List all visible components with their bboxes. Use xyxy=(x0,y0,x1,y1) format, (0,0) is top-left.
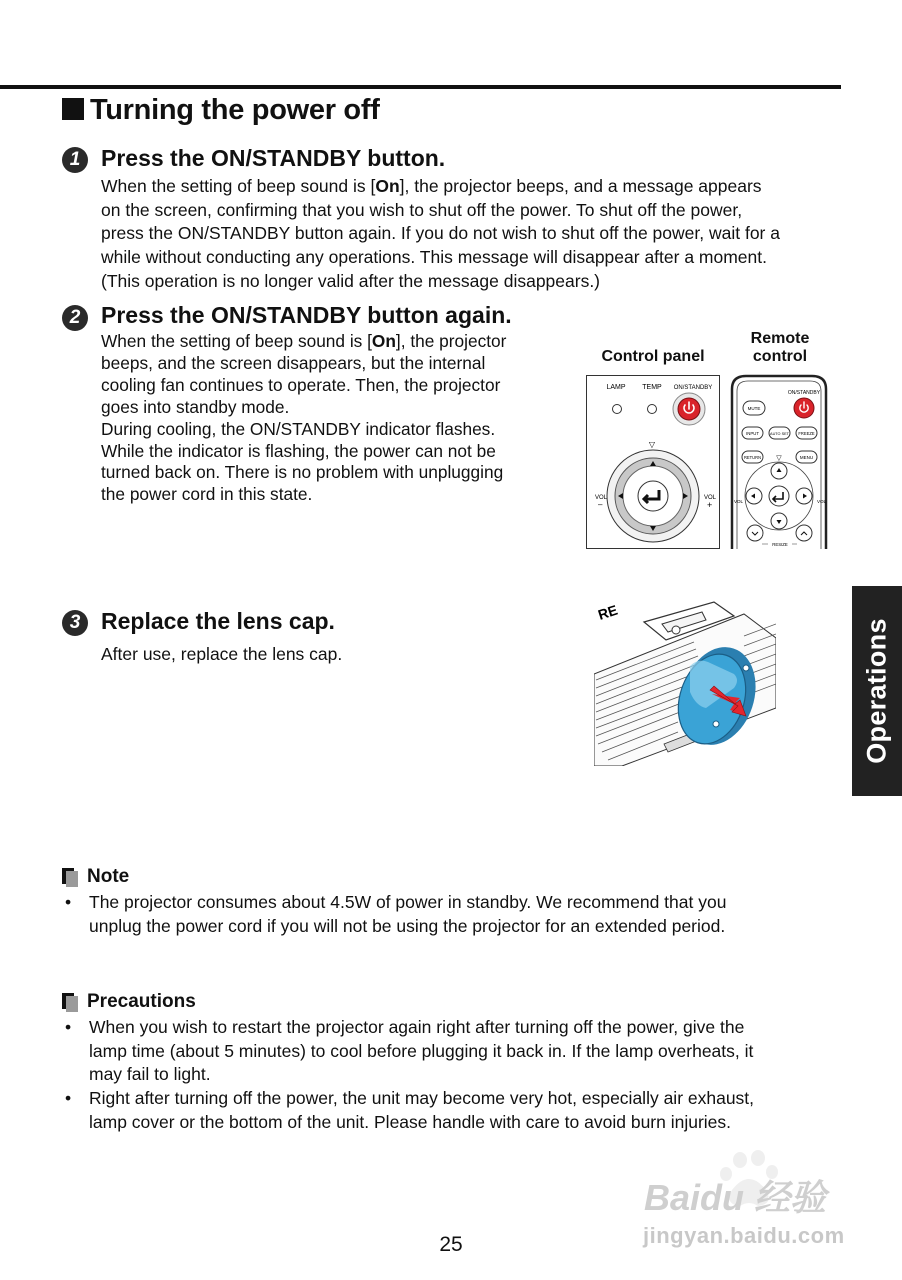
plus-label: + xyxy=(707,500,713,510)
remote-keystone-icon: ▽ xyxy=(776,454,782,462)
vol-minus-label: VOL xyxy=(595,495,608,501)
onstandby-label: ON/STANDBY xyxy=(673,385,713,391)
text-line: When the setting of beep sound is [On], the projector beeps, and a message appears xyxy=(101,176,762,196)
remote-input-label: INPUT xyxy=(746,431,759,436)
side-tab-label: Operations xyxy=(861,618,892,764)
note-heading: Note xyxy=(62,866,129,888)
operations-side-tab xyxy=(852,586,902,796)
minus-label: – xyxy=(598,500,603,509)
text-line: while without conducting any operations. This message will disappear after a moment. xyxy=(101,247,767,268)
remote-onstandby-label: ON/STANDBY xyxy=(787,390,821,396)
square-bullet-icon xyxy=(62,98,84,120)
text-line: cooling fan continues to operate. Then, the projector xyxy=(101,374,501,395)
remote-return-label: RETURN xyxy=(743,455,762,460)
remote-resize-up-button xyxy=(796,525,812,541)
control-panel-label: Control panel xyxy=(601,348,705,365)
list-item: • When you wish to restart the projector again right after turning off the power, give the lamp time (about 5 minutes) to cool before plugging it back in. If the lamp overheats, it may fail to light. xyxy=(62,1016,754,1087)
precautions-icon xyxy=(62,993,78,1012)
projector-lens-cap-figure xyxy=(594,596,776,766)
text-line: press the ON/STANDBY button again. If you do not wish to shut off the power, wait for a xyxy=(101,223,780,244)
precautions-list xyxy=(62,1016,754,1135)
remote-freeze-label: FREEZE xyxy=(798,431,815,436)
list-item: • Right after turning off the power, the unit may become very hot, especially air exhaust, lamp cover or the bottom of the unit. Please handle with care to avoid burn injuries. xyxy=(62,1087,754,1134)
temp-indicator xyxy=(648,405,657,414)
step-1-text xyxy=(101,175,780,294)
step-2-number: 2 xyxy=(62,305,88,331)
vol-plus-label: VOL xyxy=(704,495,717,501)
temp-label: TEMP xyxy=(642,384,662,391)
text-line: beeps, and the screen disappears, but the internal xyxy=(101,352,486,373)
watermark-brand: Baidu 经验 xyxy=(644,1177,827,1218)
text-line: While the indicator is flashing, the power can not be xyxy=(101,440,496,461)
remote-control-figure xyxy=(726,373,830,549)
text-line: goes into standby mode. xyxy=(101,396,290,417)
remote-resize-label: RESIZE xyxy=(772,542,788,547)
page-number: 25 xyxy=(439,1233,463,1256)
text-line: After use, replace the lens cap. xyxy=(101,644,343,664)
remote-enter-button xyxy=(769,486,789,506)
precautions-heading: Precautions xyxy=(62,991,196,1013)
text-line: on the screen, confirming that you wish to shut off the power. To shut off the power, xyxy=(101,199,743,220)
note-icon xyxy=(62,868,78,887)
text-line: When the setting of beep sound is [On], the projector xyxy=(101,331,507,351)
remote-autoset-label: AUTO SET xyxy=(770,432,789,436)
step-2-heading: Press the ON/STANDBY button again. xyxy=(101,302,512,328)
note-list xyxy=(62,891,726,938)
keystone-icon: ▽ xyxy=(648,440,656,449)
step-3-heading: Replace the lens cap. xyxy=(101,608,335,634)
remote-label-line-2: control xyxy=(752,348,808,365)
text-line: (This operation is no longer valid after the message disappears.) xyxy=(101,270,601,291)
step-1-number: 1 xyxy=(62,147,88,173)
remote-vol-minus-label: VOL xyxy=(734,499,744,504)
remote-mute-label: MUTE xyxy=(747,406,761,411)
lamp-label: LAMP xyxy=(606,384,626,391)
list-item: • The projector consumes about 4.5W of power in standby. We recommend that you unplug the power cord if you will not be using the projector for an extended period. xyxy=(62,891,726,938)
step-1-heading: Press the ON/STANDBY button. xyxy=(101,145,446,171)
step-3-number: 3 xyxy=(62,610,88,636)
text-line: the power cord in this state. xyxy=(101,484,313,505)
remote-vol-plus-label: VOL xyxy=(817,499,827,504)
remote-resize-down-button xyxy=(747,525,763,541)
step-3-text xyxy=(101,643,342,667)
control-panel-figure xyxy=(586,375,720,549)
text-line: During cooling, the ON/STANDBY indicator flashes. xyxy=(101,418,496,439)
top-rule xyxy=(0,85,841,89)
lamp-indicator xyxy=(613,405,622,414)
enter-button xyxy=(638,481,668,511)
text-line: turned back on. There is no problem with unplugging xyxy=(101,462,504,483)
remote-label-line-1: Remote xyxy=(750,330,810,347)
watermark-url: jingyan.baidu.com xyxy=(643,1223,845,1248)
step-2-text xyxy=(101,331,506,506)
section-title: Turning the power off xyxy=(62,94,380,127)
projector-logo: RE xyxy=(595,601,620,623)
remote-menu-label: MENU xyxy=(799,455,814,460)
